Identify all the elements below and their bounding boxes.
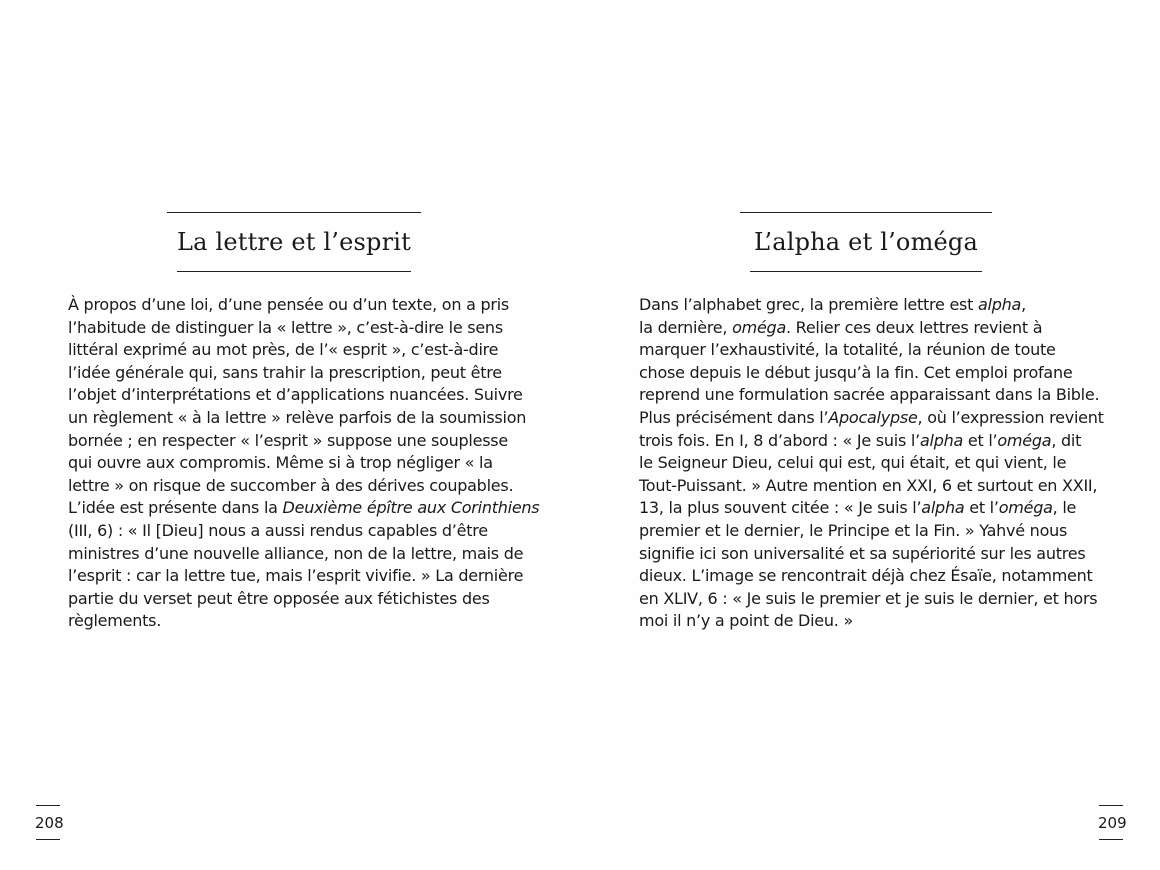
text-run: signifie ici son universalité et sa supériorité sur les autres: [639, 543, 1086, 563]
text-line: [68, 384, 539, 407]
text-line: [639, 317, 1104, 340]
left-body-text: [68, 294, 539, 633]
text-run: dieux. L’image se rencontrait déjà chez Ésaïe, notamment: [639, 566, 1093, 586]
text-line: [68, 497, 539, 520]
text-run: l’esprit : car la lettre tue, mais l’esprit vivifie. » La dernière: [68, 566, 524, 586]
left-page-title: La lettre et l’esprit: [176, 228, 411, 256]
text-run: Plus précisément dans l’: [639, 407, 829, 427]
text-run: premier et le dernier, le Principe et la Fin. » Yahvé nous: [639, 520, 1068, 540]
text-line: [68, 520, 539, 543]
right-body-text: [639, 294, 1104, 633]
text-run: Dans l’alphabet grec, la première lettre est: [639, 295, 978, 314]
text-run: la dernière,: [639, 317, 733, 337]
text-line: [68, 317, 539, 340]
left-page-number: 208: [35, 814, 64, 832]
text-run: et l’: [964, 498, 999, 518]
text-line: [639, 475, 1104, 498]
folio-rule-top: [36, 805, 60, 806]
text-line: [639, 362, 1104, 385]
text-run: un règlement « à la lettre » relève parfois de la soumission: [68, 407, 527, 427]
text-run: , le: [1052, 498, 1077, 518]
italic-run: oméga: [998, 498, 1053, 518]
text-line: [639, 497, 1104, 520]
text-line: [68, 407, 539, 430]
text-run: 13, la plus souvent citée : « Je suis l’: [639, 498, 922, 518]
text-line: [68, 362, 539, 385]
title-rule-top: [740, 212, 992, 213]
text-line: [68, 452, 539, 475]
text-run: ministres d’une nouvelle alliance, non de la lettre, mais de: [68, 543, 524, 563]
italic-run: alpha: [919, 430, 964, 450]
text-line: [68, 294, 539, 317]
text-run: chose depuis le début jusqu’à la fin. Cet emploi profane: [639, 362, 1073, 382]
text-run: (III, 6) : « Il [Dieu] nous a aussi rendus capables d’être: [68, 520, 488, 540]
text-line: [639, 430, 1104, 453]
text-run: trois fois. En I, 8 d’abord : « Je suis l’: [639, 430, 920, 450]
right-page: [580, 0, 1160, 870]
text-run: partie du verset peut être opposée aux fétichistes des: [68, 588, 490, 608]
text-line: [68, 430, 539, 453]
italic-run: Apocalypse: [828, 407, 918, 427]
folio-rule-bottom: [1099, 839, 1123, 840]
italic-run: oméga: [997, 430, 1052, 450]
text-line: [639, 543, 1104, 566]
text-run: moi il n’y a point de Dieu. »: [639, 611, 853, 631]
text-line: [639, 294, 1104, 317]
text-run: le Seigneur Dieu, celui qui est, qui était, et qui vient, le: [639, 453, 1067, 473]
text-line: [639, 452, 1104, 475]
right-title-block: [740, 212, 992, 272]
text-run: , où l’expression revient: [917, 407, 1104, 427]
text-run: À propos d’une loi, d’une pensée ou d’un texte, on a pris: [68, 295, 509, 314]
text-line: [639, 339, 1104, 362]
text-line: [639, 520, 1104, 543]
italic-run: alpha: [978, 295, 1022, 314]
text-run: bornée ; en respecter « l’esprit » suppose une souplesse: [68, 430, 508, 450]
text-run: marquer l’exhaustivité, la totalité, la réunion de toute: [639, 340, 1056, 360]
text-run: lettre » on risque de succomber à des dérives coupables.: [68, 475, 514, 495]
folio-rule-top: [1099, 805, 1123, 806]
right-page-number: 209: [1098, 814, 1127, 832]
title-rule-bottom: [177, 271, 411, 272]
italic-run: Deuxième épître aux Corinthiens: [282, 498, 540, 518]
text-run: littéral exprimé au mot près, de l’« esprit », c’est-à-dire: [68, 340, 499, 360]
text-run: règlements.: [68, 611, 162, 631]
text-run: . Relier ces deux lettres revient à: [786, 317, 1043, 337]
italic-run: oméga: [732, 317, 786, 337]
text-line: [68, 475, 539, 498]
text-line: [68, 565, 539, 588]
title-rule-top: [167, 212, 421, 213]
text-line: [639, 588, 1104, 611]
text-line: [639, 407, 1104, 430]
text-run: en XLIV, 6 : « Je suis le premier et je suis le dernier, et hors: [639, 588, 1098, 608]
text-run: qui ouvre aux compromis. Même si à trop négliger « la: [68, 453, 493, 473]
text-line: [68, 610, 539, 633]
text-line: [68, 543, 539, 566]
text-run: ,: [1021, 295, 1026, 314]
right-page-title: L’alpha et l’oméga: [753, 228, 979, 256]
folio-rule-bottom: [36, 839, 60, 840]
text-run: reprend une formulation sacrée apparaissant dans la Bible.: [639, 385, 1100, 405]
text-run: l’idée générale qui, sans trahir la prescription, peut être: [68, 362, 502, 382]
text-line: [68, 588, 539, 611]
text-run: et l’: [963, 430, 998, 450]
left-folio: [35, 805, 64, 840]
text-run: l’habitude de distinguer la « lettre », c’est-à-dire le sens: [68, 317, 503, 337]
text-run: , dit: [1051, 430, 1082, 450]
text-run: Tout-Puissant. » Autre mention en XXI, 6 et surtout en XXII,: [639, 475, 1098, 495]
left-title-block: [167, 212, 421, 272]
text-line: [639, 565, 1104, 588]
title-rule-bottom: [750, 271, 982, 272]
text-line: [68, 339, 539, 362]
text-run: L’idée est présente dans la: [68, 498, 283, 518]
italic-run: alpha: [921, 498, 965, 518]
text-run: l’objet d’interprétations et d’applications nuancées. Suivre: [68, 385, 523, 405]
right-folio: [1098, 805, 1127, 840]
text-line: [639, 610, 1104, 633]
text-line: [639, 384, 1104, 407]
